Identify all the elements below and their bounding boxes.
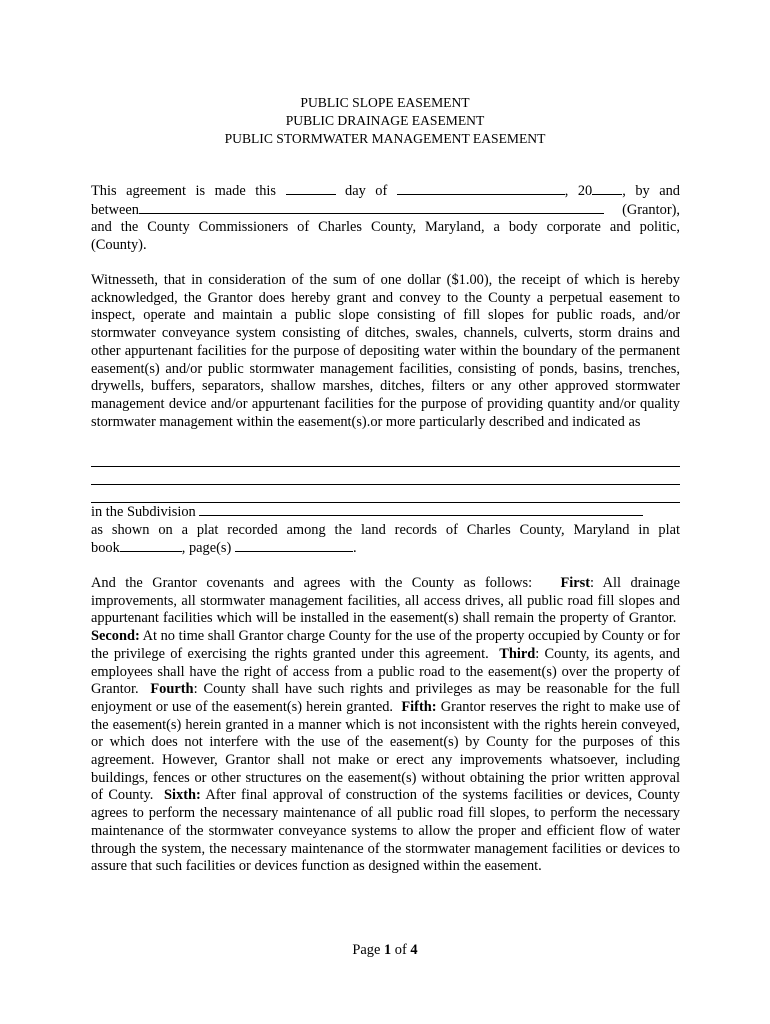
title-slope-easement: PUBLIC SLOPE EASEMENT [300, 95, 470, 110]
fifth-label: Fifth: [401, 698, 437, 715]
year-blank[interactable] [592, 182, 622, 195]
agreement-line-2: between (Grantor), [91, 201, 680, 218]
month-blank[interactable] [397, 182, 565, 195]
agreement-line-4: (County). [91, 237, 147, 254]
description-blank-line-1[interactable] [91, 466, 680, 467]
second-label: Second: [91, 628, 140, 645]
witnesseth-paragraph: Witnesseth, that in consideration of the sum of one dollar ($1.00), the receipt of which is hereby acknowledged, the Grantor does hereby grant and convey to the County a perpetual easement to inspect, operate and maintain a public slope consisting of fill slopes for public roads, and/or stormwater conveyance system consisting of ditches, swales, channels, culverts, storm drains and other appurtenant facilities for the purpose of depositing water within the boundary of the permanent easement(s) and/or public stormwater management facilities, consisting of ponds, basins, trenches, drywells, buffers, separators, shallow marshes, ditches, filters or any other approved stormwater management device and/or appurtenant facilities for the purpose of providing quantity and/or quality stormwater management within the easement(s).or more particularly described and indicated as [91, 272, 680, 430]
page-number: 1 [383, 942, 392, 958]
subdivision-paragraph [91, 503, 680, 558]
book-page-line: book , page(s) . [91, 540, 357, 557]
day-blank[interactable] [286, 182, 336, 195]
fourth-label: Fourth [150, 681, 194, 698]
subdivision-blank[interactable] [199, 503, 643, 516]
third-label: Third [499, 645, 536, 662]
pages-blank[interactable] [235, 539, 353, 552]
agreement-line-3: and the County Commissioners of Charles County, Maryland, a body corporate and politic, [91, 219, 680, 236]
document-titles [0, 94, 770, 148]
sixth-label: Sixth: [164, 787, 201, 804]
page-footer: Page 1 of 4 [352, 942, 418, 958]
page-total: 4 [410, 942, 418, 958]
grantor-name-blank[interactable] [139, 201, 604, 214]
description-blank-line-2[interactable] [91, 484, 680, 485]
plat-line: as shown on a plat recorded among the land records of Charles County, Maryland in plat [91, 521, 680, 538]
subdivision-line: in the Subdivision [91, 503, 680, 522]
agreement-paragraph [91, 182, 680, 255]
covenants-paragraph: And the Grantor covenants and agrees with the County as follows: First: All drainage improvements, all stormwater management facilities, all access drives, all public road fill slopes and appurtenant facilities which will be installed in the easement(s) shall remain the property of Grantor. Second: At no time shall Grantor charge County for the use of the property occupied by County or for the privilege of exercising the rights granted under this agreement. Third: County, its agents, and employees shall have the right of access from a public road to the easement(s) over the property of Grantor. Fourth: County shall have such rights and privileges as may be reasonable for the full enjoyment or use of the easement(s) herein granted. Fifth: Grantor reserves the right to make use of the easement(s) herein granted in a manner which is not inconsistent with the rights herein conveyed, or which does not interfere with the use of the easement(s) by County for the purposes of this agreement. However, Grantor shall not make or erect any improvements whatsoever, including buildings, fences or other structures on the easement(s) without obtaining the prior written approval of County. Sixth: After final approval of construction of the systems facilities or devices, County agrees to perform the necessary maintenance of all public road fill slopes, to perform the necessary maintenance of the stormwater conveyance systems to allow the proper and efficient flow of water through the system, the necessary maintenance of the stormwater management facilities or devices to assure that such facilities or devices function as designed within the easement. [91, 575, 680, 875]
book-blank[interactable] [120, 539, 182, 552]
title-stormwater-easement: PUBLIC STORMWATER MANAGEMENT EASEMENT [224, 131, 546, 146]
first-label: First [560, 575, 591, 591]
agreement-line-1: This agreement is made this day of , 20 , by and [91, 183, 681, 199]
title-drainage-easement: PUBLIC DRAINAGE EASEMENT [285, 113, 485, 128]
